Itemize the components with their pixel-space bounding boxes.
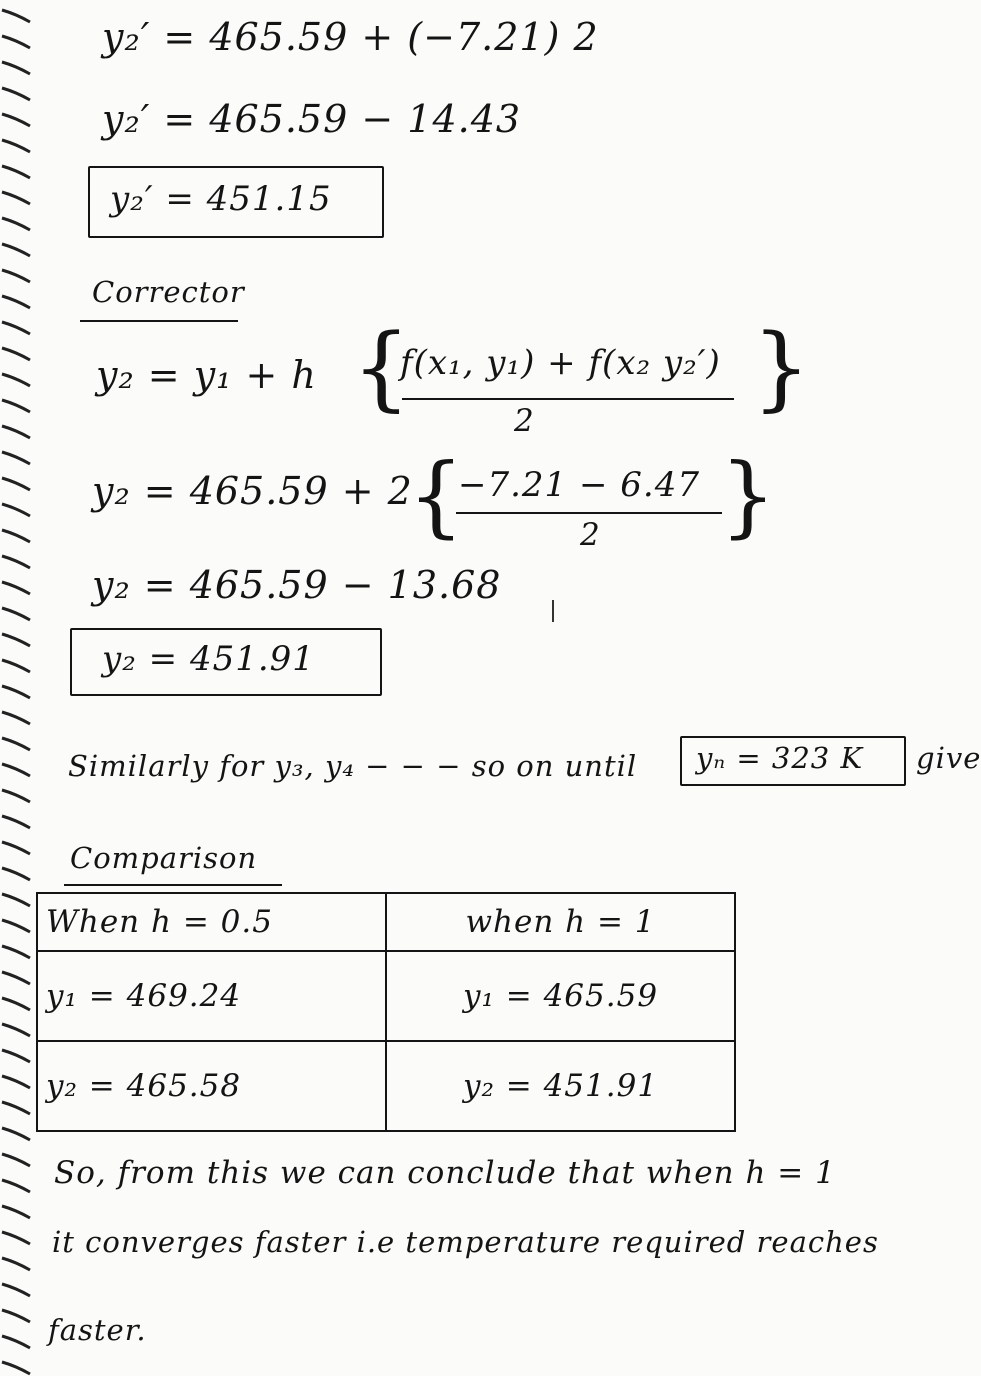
binding-mark [2, 556, 30, 568]
binding-mark [2, 426, 30, 438]
binding-mark [2, 920, 30, 932]
binding-mark [2, 660, 30, 672]
binding-mark [2, 1336, 30, 1348]
formula-close-brace: } [752, 314, 811, 421]
binding-mark [2, 1362, 30, 1374]
binding-mark [2, 270, 30, 282]
table-cell: y₁ = 465.59 [386, 951, 735, 1041]
comparison-heading-underline [64, 884, 282, 886]
conclusion-line-1: So, from this we can conclude that when h = 1 [54, 1155, 836, 1191]
predictor-result: y₂′ = 451.15 [110, 179, 332, 219]
header-h-1: when h = 1 [386, 893, 735, 951]
formula-denominator: 2 [514, 403, 535, 439]
corrector-line-3: y₂ = 465.59 − 13.68 [92, 563, 502, 607]
similarly-target: yₙ = 323 K [696, 741, 864, 775]
binding-mark [2, 816, 30, 828]
similarly-tail: give [916, 741, 981, 775]
header-h-0-5: When h = 0.5 [37, 893, 386, 951]
formula-fraction-line [402, 398, 734, 400]
table-cell: y₂ = 451.91 [386, 1041, 735, 1131]
binding-mark [2, 1258, 30, 1270]
binding-mark [2, 634, 30, 646]
binding-mark [2, 478, 30, 490]
corrector-heading-underline [80, 320, 238, 322]
binding-mark [2, 1310, 30, 1322]
binding-mark [2, 374, 30, 386]
binding-mark [2, 114, 30, 126]
binding-mark [2, 686, 30, 698]
substitution-fraction-line [456, 512, 722, 514]
binding-mark [2, 1284, 30, 1296]
binding-mark [2, 10, 30, 22]
binding-mark [2, 608, 30, 620]
binding-mark [2, 140, 30, 152]
binding-mark [2, 192, 30, 204]
substitution-numerator: −7.21 − 6.47 [458, 465, 700, 505]
conclusion-line-2: it converges faster i.e temperature required reaches [52, 1225, 879, 1259]
binding-mark [2, 998, 30, 1010]
binding-mark [2, 1232, 30, 1244]
binding-mark [2, 1102, 30, 1114]
binding-mark [2, 36, 30, 48]
predictor-line-1: y₂′ = 465.59 + (−7.21) 2 [102, 15, 599, 59]
corrector-heading: Corrector [92, 275, 245, 309]
binding-mark [2, 764, 30, 776]
binding-mark [2, 1076, 30, 1088]
binding-mark [2, 296, 30, 308]
binding-mark [2, 868, 30, 880]
binding-mark [2, 348, 30, 360]
binding-mark [2, 452, 30, 464]
binding-mark [2, 1024, 30, 1036]
binding-mark [2, 166, 30, 178]
binding-mark [2, 1128, 30, 1140]
binding-mark [2, 972, 30, 984]
binding-mark [2, 1050, 30, 1062]
comparison-heading: Comparison [70, 841, 258, 875]
binding-mark [2, 218, 30, 230]
binding-mark [2, 504, 30, 516]
binding-mark [2, 1154, 30, 1166]
binding-mark [2, 738, 30, 750]
table-header-row [37, 893, 735, 951]
spiral-binding [0, 0, 48, 1376]
binding-mark [2, 88, 30, 100]
table-cell: y₂ = 465.58 [37, 1041, 386, 1131]
substitution-close-brace: } [720, 444, 776, 547]
binding-mark [2, 530, 30, 542]
predictor-line-2: y₂′ = 465.59 − 14.43 [102, 97, 522, 141]
conclusion-line-3: faster. [48, 1313, 147, 1347]
binding-mark [2, 946, 30, 958]
binding-mark [2, 62, 30, 74]
binding-mark [2, 244, 30, 256]
corrector-formula-lhs: y₂ = y₁ + h [96, 353, 317, 397]
table-row [37, 951, 735, 1041]
binding-mark [2, 1206, 30, 1218]
corrector-substitution-lhs: y₂ = 465.59 + 2 [92, 469, 413, 513]
substitution-open-brace: { [408, 444, 464, 547]
stray-pen-mark [552, 600, 554, 622]
binding-mark [2, 582, 30, 594]
table-cell: y₁ = 469.24 [37, 951, 386, 1041]
formula-numerator: f(x₁, y₁) + f(x₂ y₂′) [400, 343, 721, 383]
binding-mark [2, 790, 30, 802]
binding-mark [2, 894, 30, 906]
formula-open-brace: { [352, 314, 411, 421]
substitution-denominator: 2 [580, 517, 601, 553]
binding-mark [2, 712, 30, 724]
binding-mark [2, 1180, 30, 1192]
binding-mark [2, 400, 30, 412]
similarly-text: Similarly for y₃, y₄ − − − so on until [68, 749, 638, 783]
table-row [37, 1041, 735, 1131]
corrector-result: y₂ = 451.91 [102, 639, 315, 679]
binding-mark [2, 322, 30, 334]
comparison-table [36, 892, 736, 1132]
binding-mark [2, 842, 30, 854]
